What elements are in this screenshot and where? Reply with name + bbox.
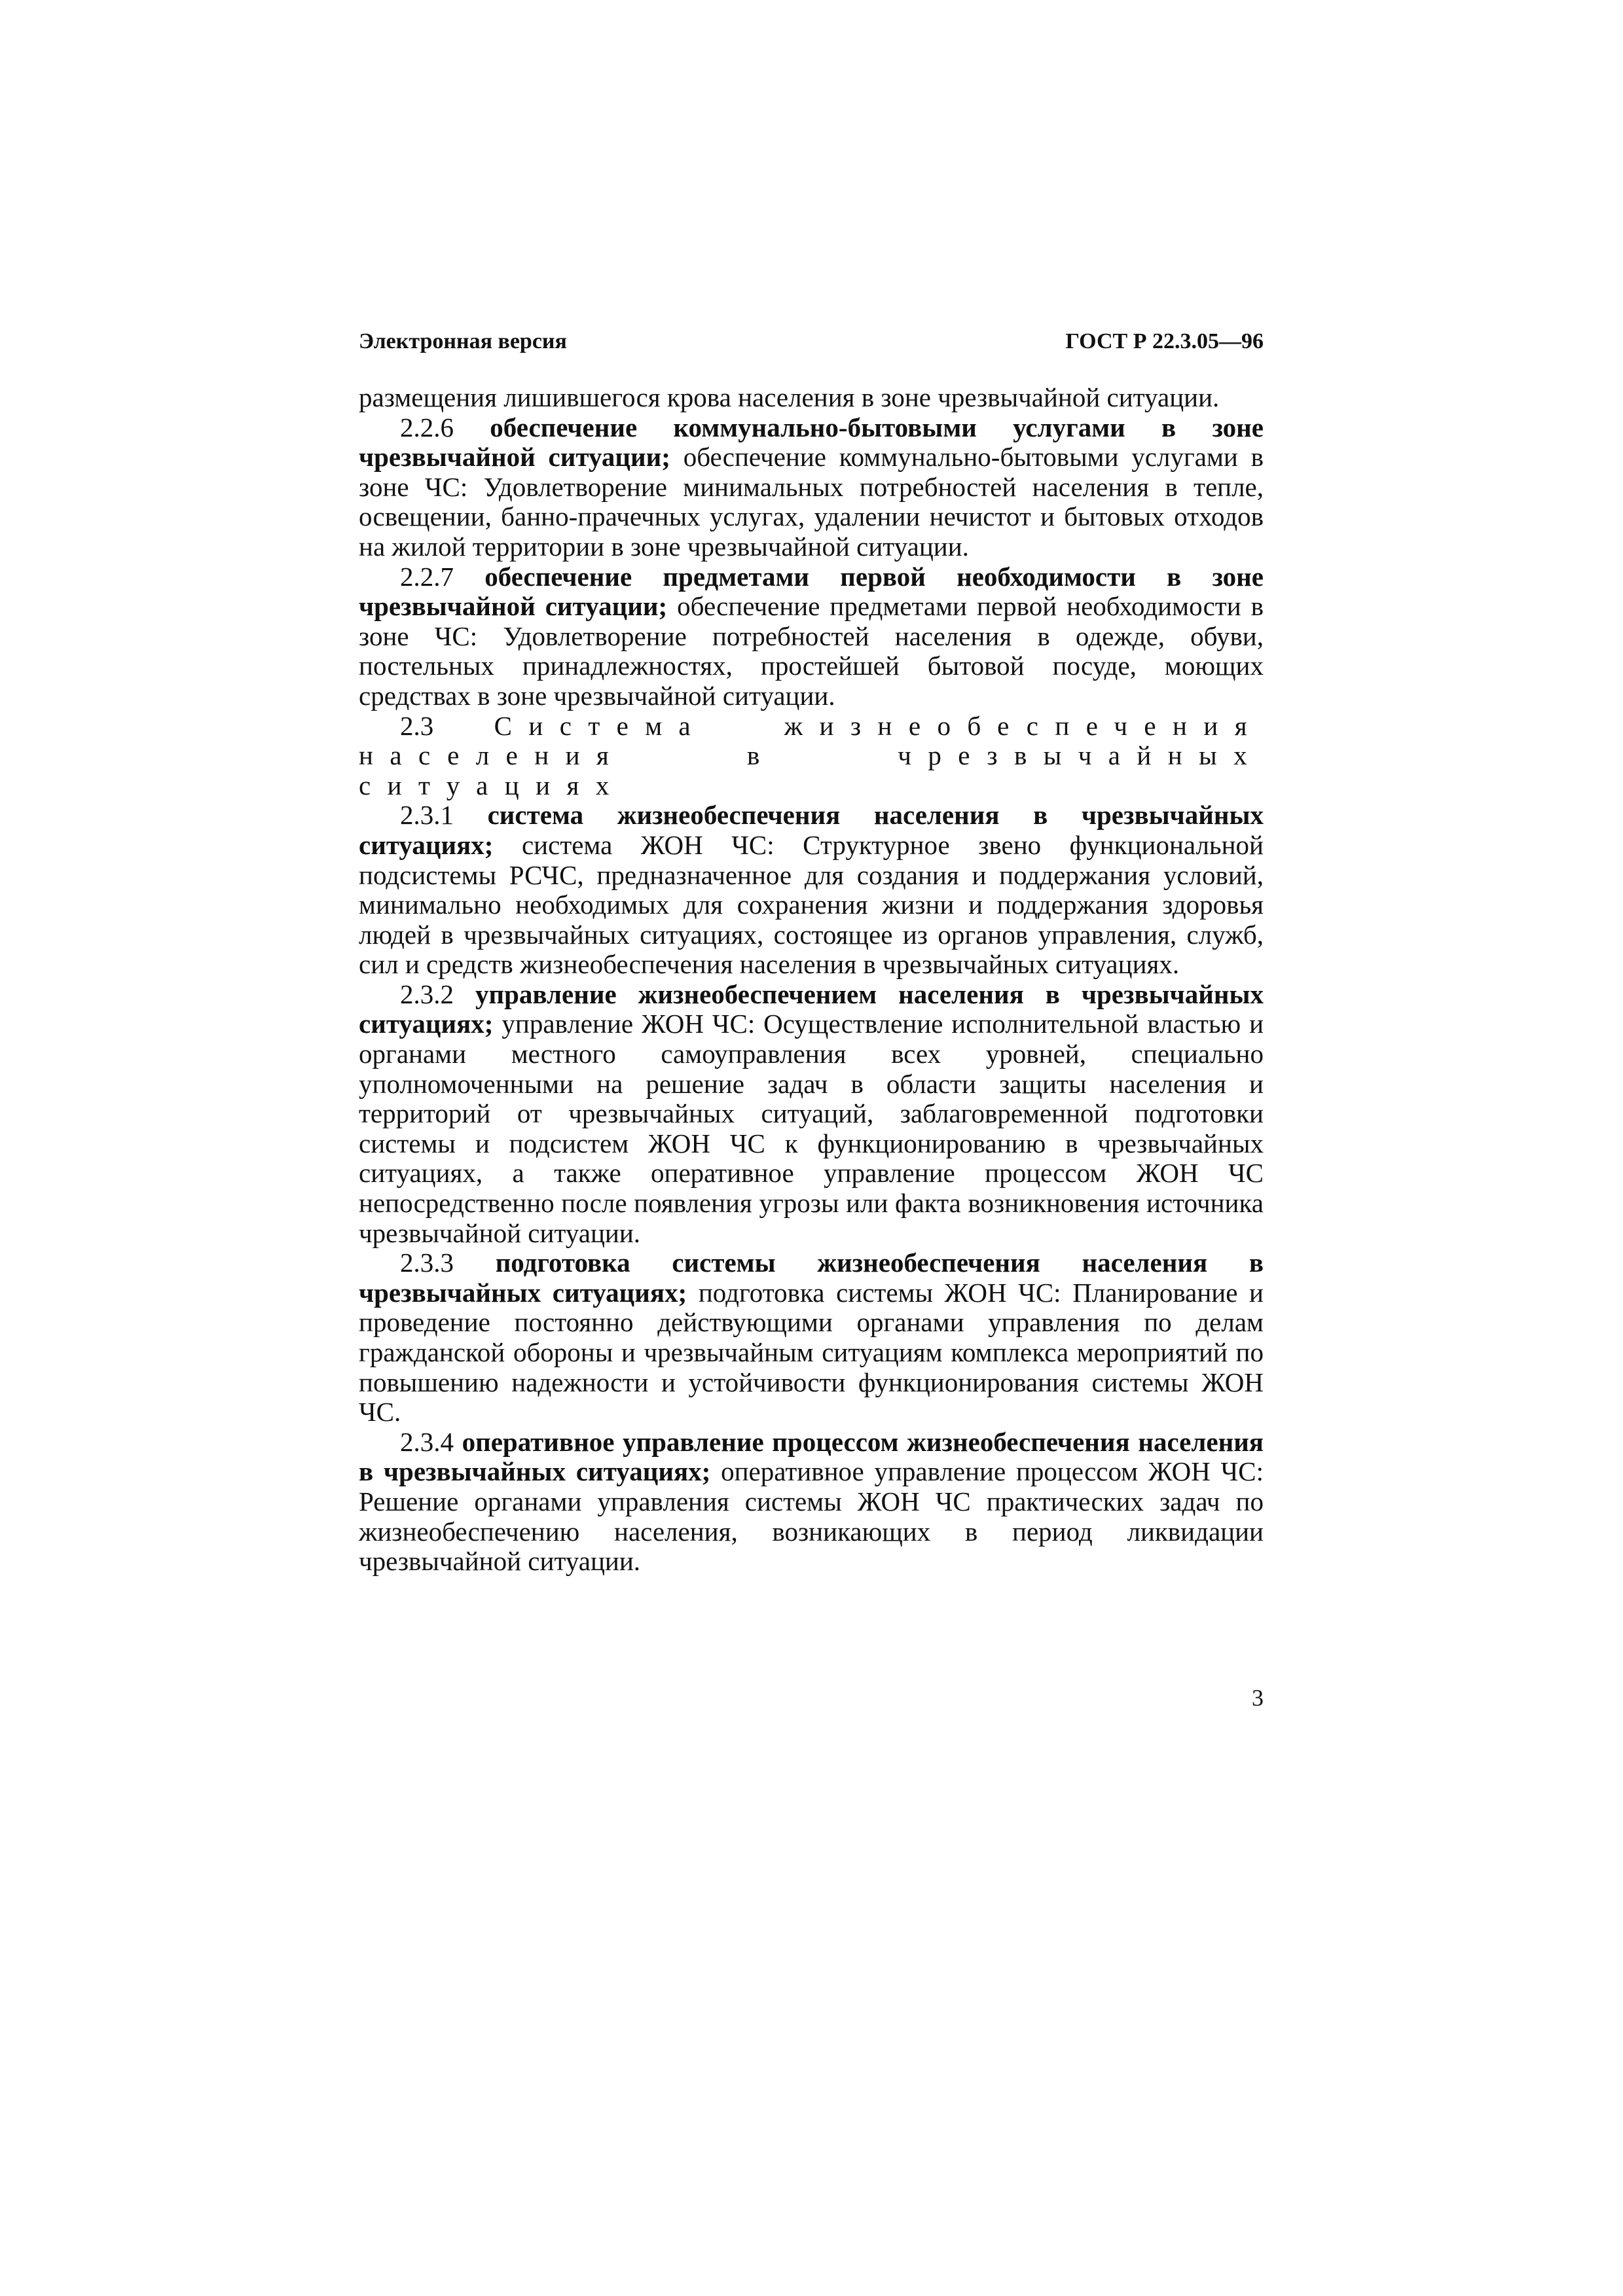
clause-number: 2.3.2 (400, 978, 454, 1009)
section-title: Система жизнеобеспечения населения в чрезвычайных ситуациях (359, 710, 1264, 800)
clause-text: оперативное управление процессом ЖОН ЧС: Решение органами управления системы ЖОН ЧС практических задач по жизнеобеспечению населения, возникающих в период ликвидации чрезвычайной ситуации. (359, 1456, 1264, 1577)
clause-text: обеспечение коммунально-бытовыми услугами в зоне ЧС: Удовлетворение минимальных потребностей населения в тепле, освещении, банно-прачечных услугах, удалении нечистот и бытовых отходов на жилой территории в зоне чрезвычайной ситуации. (359, 442, 1264, 562)
clause-term: подготовка системы жизнеобеспечения населения в чрезвычайных ситуациях; (359, 1247, 1264, 1308)
document-body (359, 383, 1264, 1577)
clause-2-2-6 (359, 413, 1264, 562)
paragraph-text: размещения лишившегося крова населения в зоне чрезвычайной ситуации. (359, 382, 1220, 412)
clause-text: обеспечение предметами первой необходимости в зоне ЧС: Удовлетворение потребностей населения в одежде, обуви, постельных принадлежностях, простейшей бытовой посуде, моющих средствах в зоне чрезвычайной ситуации. (359, 591, 1264, 711)
clause-number: 2.2.6 (400, 412, 454, 442)
page-number: 3 (1252, 1685, 1264, 1711)
clause-text: система ЖОН ЧС: Структурное звено функциональной подсистемы РСЧС, предназначенное для создания и поддержания условий, минимально необходимых для сохранения жизни и поддержания здоровья людей в чрезвычайных ситуациях, состоящее из органов управления, служб, сил и средств жизнеобеспечения населения в чрезвычайных ситуациях. (359, 829, 1264, 980)
section-number: 2.3 (400, 710, 434, 741)
clause-number: 2.3.4 (400, 1426, 454, 1457)
clause-2-3-1 (359, 800, 1264, 980)
clause-2-3-2 (359, 980, 1264, 1248)
section-heading-2-3 (359, 711, 1264, 801)
clause-2-3-3 (359, 1248, 1264, 1427)
clause-number: 2.3.1 (400, 800, 454, 831)
clause-2-3-4 (359, 1427, 1264, 1577)
clause-text: подготовка системы ЖОН ЧС: Планирование и проведение постоянно действующими органами управления по делам гражданской обороны и чрезвычайным ситуациям комплекса мероприятий по повышению надежности и устойчивости функционирования системы ЖОН ЧС. (359, 1277, 1264, 1427)
clause-text: управление ЖОН ЧС: Осуществление исполнительной властью и органами местного самоуправления всех уровней, специально уполномоченными на решение задач в области защиты населения и территорий от чрезвычайных ситуаций, заблаговременной подготовки системы и подсистем ЖОН ЧС к функционированию в чрезвычайных ситуациях, а также оперативное управление процессом ЖОН ЧС непосредственно после появления угрозы или факта возникновения источника чрезвычайной ситуации. (359, 1009, 1264, 1248)
clause-2-2-7 (359, 562, 1264, 711)
clause-term: обеспечение коммунально-бытовыми услугами в зоне чрезвычайной ситуации; (359, 412, 1264, 473)
page-header (359, 329, 1264, 355)
clause-term: система жизнеобеспечения населения в чрезвычайных ситуациях; (359, 800, 1264, 860)
header-left-label: Электронная версия (359, 329, 567, 353)
paragraph-continuation (359, 383, 1264, 413)
clause-number: 2.3.3 (400, 1247, 454, 1278)
clause-term: оперативное управление процессом жизнеобеспечения населения в чрезвычайных ситуациях; (359, 1426, 1264, 1487)
clause-term: управление жизнеобеспечением населения в чрезвычайных ситуациях; (359, 978, 1264, 1039)
header-standard-number: ГОСТ Р 22.3.05—96 (1065, 329, 1264, 353)
clause-term: обеспечение предметами первой необходимости в зоне чрезвычайной ситуации; (359, 561, 1264, 622)
clause-number: 2.2.7 (400, 561, 454, 592)
